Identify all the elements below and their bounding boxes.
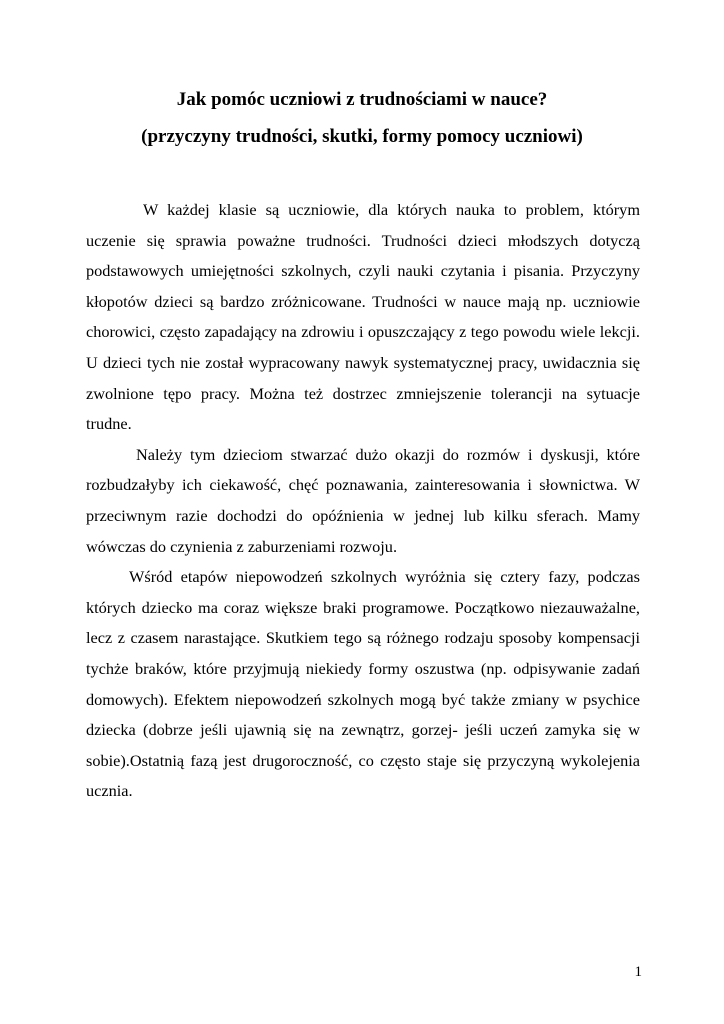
- document-title: Jak pomóc uczniowi z trudnościami w nauce?: [176, 89, 548, 110]
- page-number: 1: [634, 964, 642, 980]
- paragraph-3: Wśród etapów niepowodzeń szkolnych wyróżnia się cztery fazy, podczas których dziecko ma coraz większe braki programowe. Początkowo niezauważalne, lecz z czasem narastające. Skutkiem tego są różnego rodzaju sposoby kompensacji tychże braków, które przyjmują niekiedy formy oszustwa (np. odpisywanie zadań domowych). Efektem niepowodzeń szkolnych mogą być także zmiany w psychice dziecka (dobrze jeśli ujawnią się na zewnątrz, gorzej- jeśli uczeń zamyka się w sobie).Ostatnią fazą jest drugoroczność, co często staje się przyczyną wykolejenia ucznia.: [86, 567, 640, 801]
- document-body: [86, 195, 640, 807]
- paragraph-1: W każdej klasie są uczniowie, dla których nauka to problem, którym uczenie się sprawia poważne trudności. Trudności dzieci młodszych dotyczą podstawowych umiejętności szkolnych, czyli nauki czytania i pisania. Przyczyny kłopotów dzieci są bardzo zróżnicowane. Trudności w nauce mają np. uczniowie chorowici, często zapadający na zdrowiu i opuszczający z tego powodu wiele lekcji. U dzieci tych nie został wypracowany nawyk systematycznej pracy, uwidacznia się zwolnione tępo pracy. Można też dostrzec zmniejszenie tolerancji na sytuacje trudne.: [86, 200, 640, 434]
- document-subtitle: (przyczyny trudności, skutki, formy pomocy uczniowi): [141, 126, 583, 147]
- paragraph-2: Należy tym dzieciom stwarzać dużo okazji do rozmów i dyskusji, które rozbudzałyby ich ciekawość, chęć poznawania, zainteresowania i słownictwa. W przeciwnym razie dochodzi do opóźnienia w jednej lub kilku sferach. Mamy wówczas do czynienia z zaburzeniami rozwoju.: [86, 444, 640, 556]
